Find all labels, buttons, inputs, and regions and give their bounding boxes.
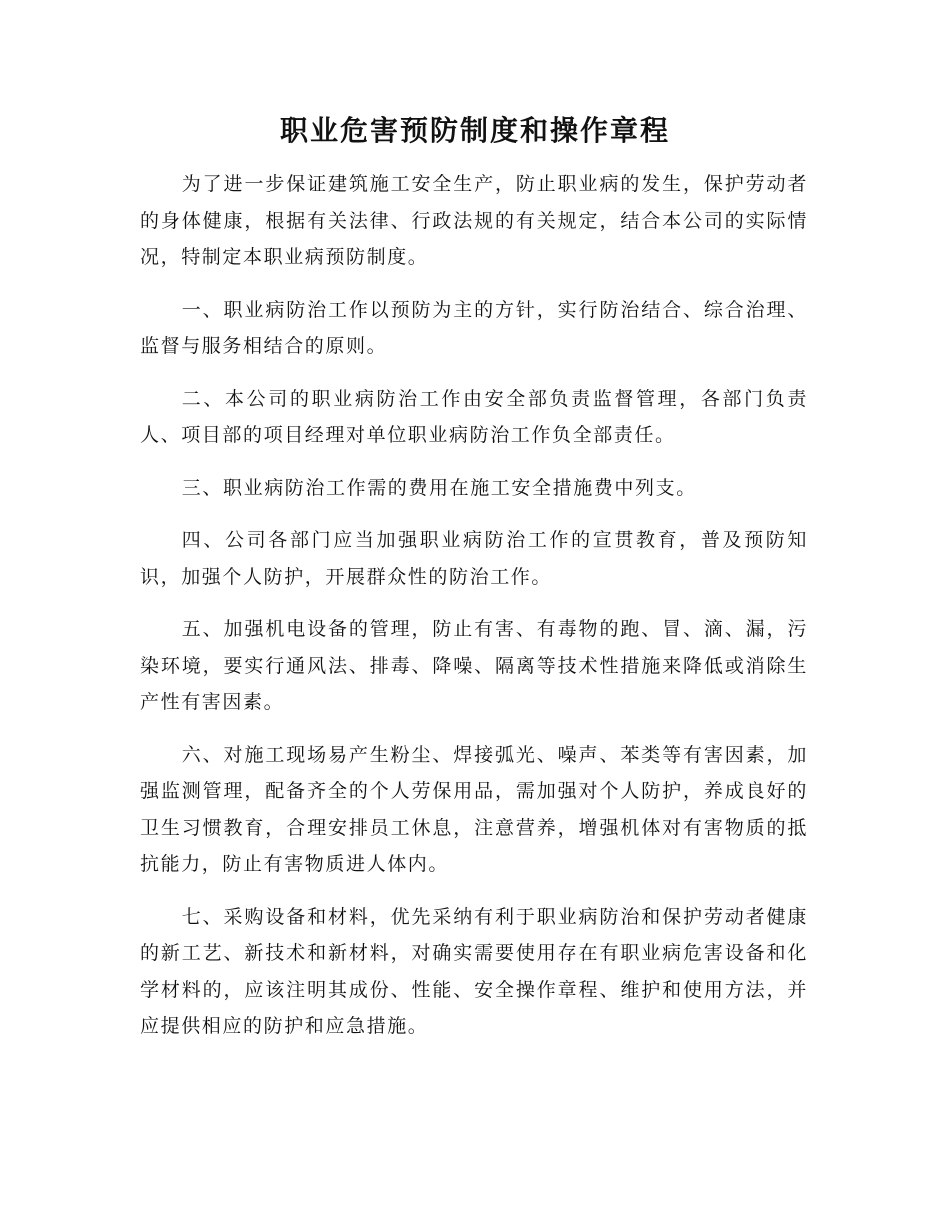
paragraph-item-7: 七、采购设备和材料，优先采纳有利于职业病防治和保护劳动者健康的新工艺、新技术和新材料，对确实需要使用存在有职业病危害设备和化学材料的，应该注明其成份、性能、安全操作章程、维护和使用方法，并应提供相应的防护和应急措施。	[140, 905, 808, 1037]
paragraph-item-5: 五、加强机电设备的管理，防止有害、有毒物的跑、冒、滴、漏，污染环境，要实行通风法、排毒、降噪、隔离等技术性措施来降低或消除生产性有害因素。	[140, 618, 808, 713]
paragraph-item-6: 六、对施工现场易产生粉尘、焊接弧光、噪声、苯类等有害因素，加强监测管理，配备齐全的个人劳保用品，需加强对个人防护，养成良好的卫生习惯教育，合理安排员工休息，注意营养，增强机体对有害物质的抵抗能力，防止有害物质进人体内。	[140, 743, 808, 875]
paragraph-item-2: 二、本公司的职业病防治工作由安全部负责监督管理，各部门负责人、项目部的项目经理对单位职业病防治工作负全部责任。	[140, 387, 808, 446]
paragraph-item-1: 一、职业病防治工作以预防为主的方针，实行防治结合、综合治理、监督与服务相结合的原则。	[140, 298, 808, 357]
paragraph-item-3: 三、职业病防治工作需的费用在施工安全措施费中列支。	[181, 476, 697, 499]
paragraph-intro: 为了进一步保证建筑施工安全生产，防止职业病的发生，保护劳动者的身体健康，根据有关法律、行政法规的有关规定，结合本公司的实际情况，特制定本职业病预防制度。	[140, 173, 808, 268]
document-title: 职业危害预防制度和操作章程	[279, 114, 670, 147]
paragraph-item-4: 四、公司各部门应当加强职业病防治工作的宣贯教育，普及预防知识，加强个人防护，开展群众性的防治工作。	[140, 529, 808, 588]
document-body	[140, 166, 808, 1045]
